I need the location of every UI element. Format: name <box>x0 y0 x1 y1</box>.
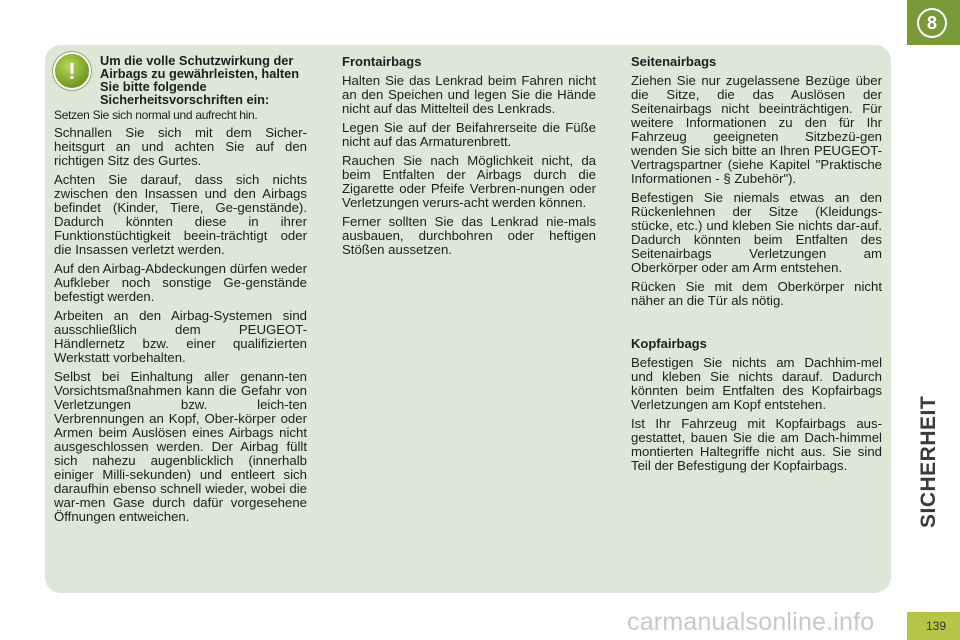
paragraph: Ist Ihr Fahrzeug mit Kopfairbags aus-gestattet, bauen Sie die am Dach-himmel montierten Haltegriffe nicht aus. Sie sind Teil der Befestigung der Kopfairbags. <box>631 416 882 473</box>
paragraph: Auf den Airbag-Abdeckungen dürfen weder Aufkleber noch sonstige Ge-genstände befestigt werden. <box>54 261 307 304</box>
paragraph: Ziehen Sie nur zugelassene Bezüge über die Sitze, die das Auslösen der Seitenairbags nicht beeinträchtigen. Für weitere Informationen zu den für Ihr Fahrzeug geeigneten Sitzbezü-gen wenden Sie sich bitte an Ihren PEUGEOT-Vertragspartner (siehe Kapitel "Praktische Informationen - § Zubehör"). <box>631 73 882 186</box>
section-heading-seitenairbags: Seitenairbags <box>631 54 717 69</box>
paragraph: Ferner sollten Sie das Lenkrad nie-mals ausbauen, durchbohren oder heftigen Stößen aussetzen. <box>342 214 596 257</box>
page-number-tab <box>907 612 960 640</box>
paragraph: Befestigen Sie niemals etwas an den Rückenlehnen der Sitze (Kleidungs-stücke, etc.) und kleben Sie nichts dar-auf. Dadurch könnten beim Entfalten des Seitenairbags Verletzungen am Oberkörper oder am Arm entstehen. <box>631 190 882 275</box>
paragraph: Befestigen Sie nichts am Dachhim-mel und kleben Sie nichts darauf. Dadurch könnten beim Entfalten des Kopfairbags Verletzungen am Kopf entstehen. <box>631 355 882 412</box>
note-text: Setzen Sie sich normal und aufrecht hin. <box>54 108 258 122</box>
paragraph: Legen Sie auf der Beifahrerseite die Füße nicht auf das Armaturenbrett. <box>342 120 596 149</box>
section-heading-frontairbags: Frontairbags <box>342 54 422 69</box>
paragraph: Rauchen Sie nach Möglichkeit nicht, da beim Entfalten der Airbags durch die Zigarette oder Pfeife Verbren-nungen oder Verletzungen verurs-acht werden können. <box>342 153 596 210</box>
paragraph: Arbeiten an den Airbag-Systemen sind ausschließlich dem PEUGEOT-Händlernetz bzw. einer qualifizierten Werkstatt vorbehalten. <box>54 308 307 365</box>
section-heading-kopfairbags: Kopfairbags <box>631 336 707 351</box>
watermark: carmanualsonline.info <box>627 608 875 636</box>
paragraph: Selbst bei Einhaltung aller genann-ten Vorsichtsmaßnahmen kann die Gefahr von Verletzungen bzw. leich-ten Verbrennungen an Kopf, Ober-körper oder Armen beim Auslösen eines Airbags nicht ausgeschlossen werden. Der Airbag füllt sich nahezu augenblicklich (innerhalb einiger Milli-sekunden) und entleert sich daraufhin ebenso schnell wieder, wobei die war-men Gase durch dafür vorgesehene Öffnungen entweichen. <box>54 369 307 524</box>
section-kopfairbags <box>631 337 882 478</box>
paragraph: Schnallen Sie sich mit dem Sicher-heitsgurt an und achten Sie auf den richtigen Sitz des Gurtes. <box>54 125 307 168</box>
paragraph: Rücken Sie mit dem Oberkörper nicht näher an die Tür als nötig. <box>631 279 882 308</box>
chapter-title: SICHERHEIT <box>917 395 940 528</box>
column-left <box>54 108 307 529</box>
warning-icon: ! <box>53 52 91 90</box>
column-middle <box>342 55 596 262</box>
paragraph: Achten Sie darauf, dass sich nichts zwischen den Insassen und den Airbags befindet (Kinder, Tiere, Ge-genstände). Dadurch könnten diese in ihrer Funktionstüchtigkeit beein-trächtigt oder die Insassen verletzt werden. <box>54 172 307 257</box>
safety-heading: Um die volle Schutzwirkung der Airbags zu gewährleisten, halten Sie bitte folgende Sicherheitsvorschriften ein: <box>100 53 300 107</box>
paragraph: Halten Sie das Lenkrad beim Fahren nicht an den Speichen und legen Sie die Hände nicht auf das Mittelteil des Lenkrads. <box>342 73 596 116</box>
chapter-badge: 8 <box>917 8 947 38</box>
page-number: 139 <box>925 619 946 633</box>
column-right <box>631 55 882 313</box>
